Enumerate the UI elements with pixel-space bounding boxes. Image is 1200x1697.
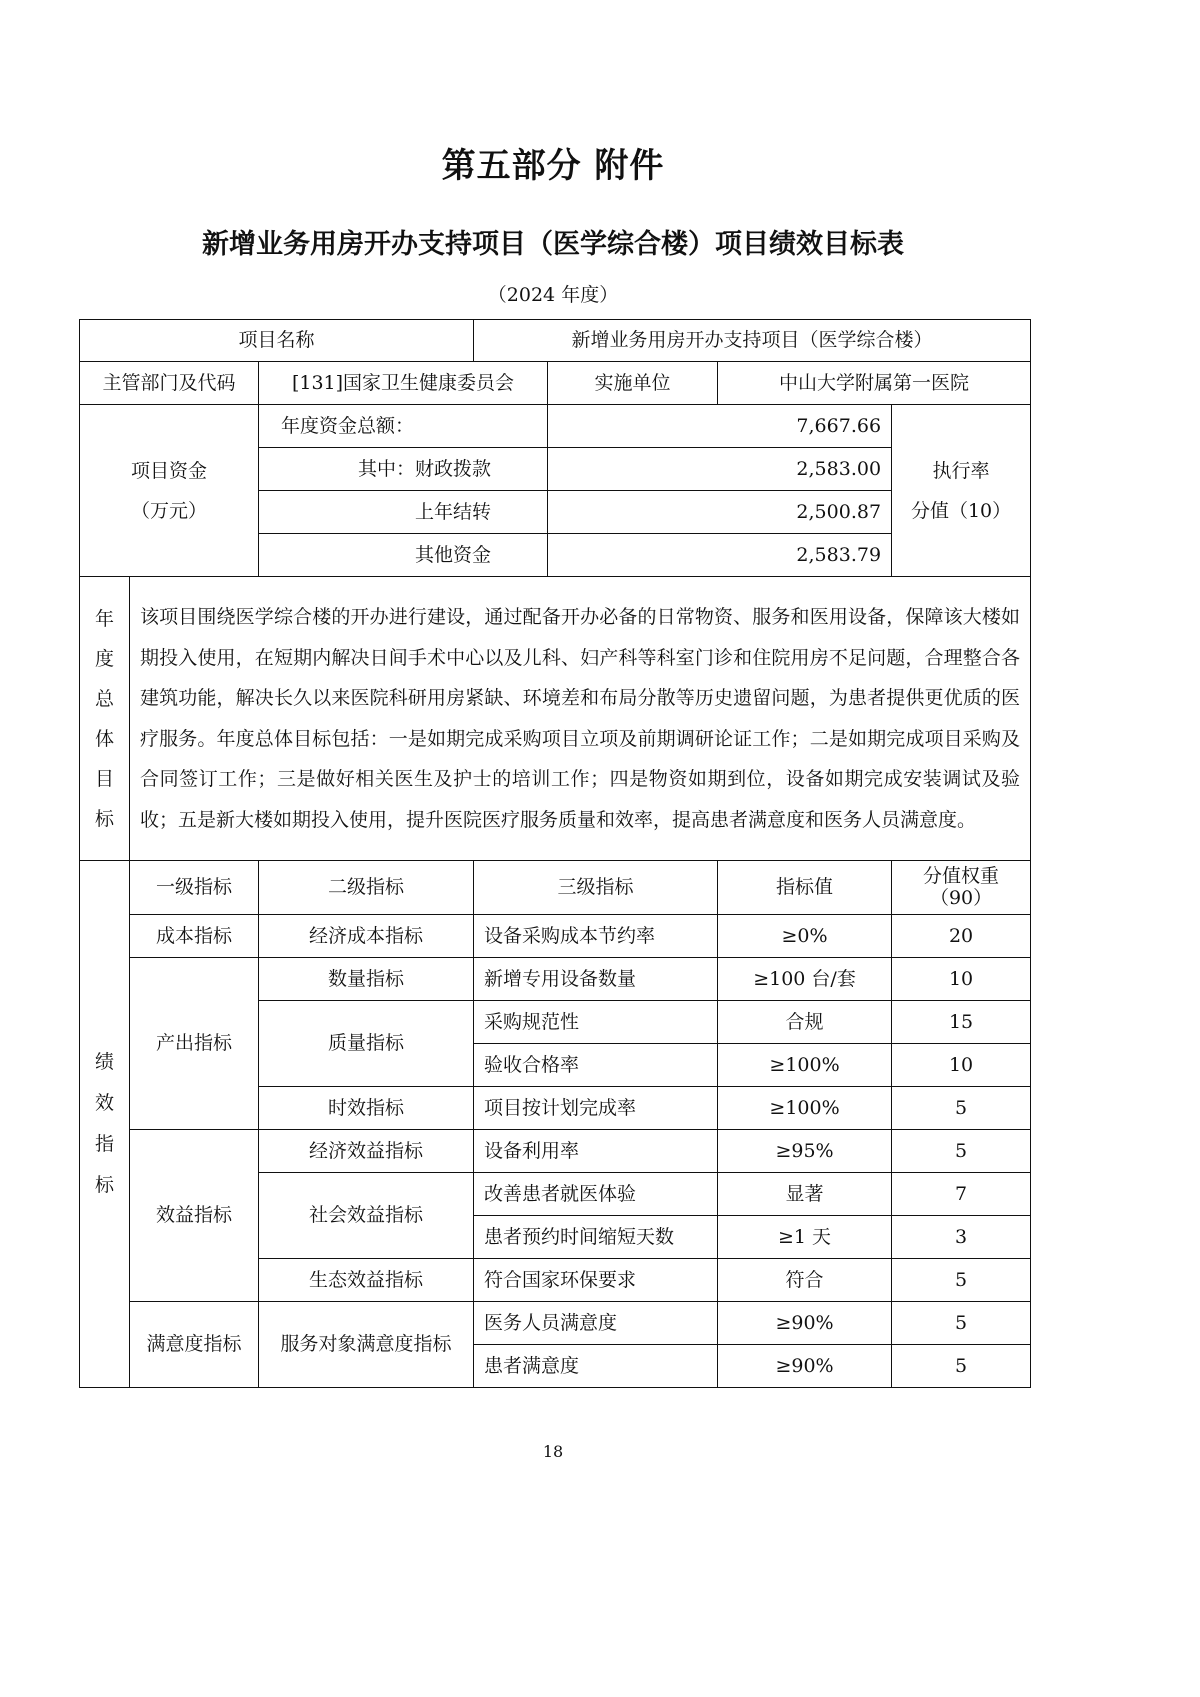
goal-label-text: 年度总体目标 xyxy=(94,607,114,830)
dept-value: [131]国家卫生健康委员会 xyxy=(259,362,548,405)
goal-text: 该项目围绕医学综合楼的开办进行建设，通过配备开办必备的日常物资、服务和医用设备，保障该大楼如期投入使用，在短期内解决日间手术中心以及儿科、妇产科等科室门诊和住院用房不足问题，合理整合各建筑功能，解决长久以来医院科研用房紧缺、环境差和布局分散等历史遗留问题，为患者提供更优质的医疗服务。年度总体目标包括：一是如期完成采购项目立项及前期调研论证工作；二是如期完成项目采购及合同签订工作；三是做好相关医生及护士的培训工作；四是物资如期到位，设备如期完成安装调试及验收；五是新大楼如期投入使用，提升医院医疗服务质量和效率，提高患者满意度和医务人员满意度。 xyxy=(130,577,1031,861)
l1-output: 产出指标 xyxy=(130,958,259,1130)
project-name-value: 新增业务用房开办支持项目（医学综合楼） xyxy=(474,320,1031,362)
l2-economic-benefit: 经济效益指标 xyxy=(259,1130,474,1173)
weight-cell: 3 xyxy=(892,1216,1031,1259)
value-cell: ≥100 台/套 xyxy=(718,958,892,1001)
value-cell: ≥90% xyxy=(718,1345,892,1388)
weight-cell: 15 xyxy=(892,1001,1031,1044)
weight-cell: 5 xyxy=(892,1302,1031,1345)
unit-value: 中山大学附属第一医院 xyxy=(718,362,1031,405)
l3-cell: 医务人员满意度 xyxy=(474,1302,718,1345)
funds-fiscal-label: 其中：财政拨款 xyxy=(259,448,548,491)
funds-total-label: 年度资金总额： xyxy=(259,405,548,448)
funds-label-line2: （万元） xyxy=(130,499,207,522)
l2-economic-cost: 经济成本指标 xyxy=(259,915,474,958)
value-cell: ≥100% xyxy=(718,1087,892,1130)
funds-label-line1: 项目资金 xyxy=(130,459,207,482)
l3-cell: 设备采购成本节约率 xyxy=(474,915,718,958)
exec-rate-cell xyxy=(892,405,1031,577)
l3-cell: 验收合格率 xyxy=(474,1044,718,1087)
l3-cell: 符合国家环保要求 xyxy=(474,1259,718,1302)
value-cell: 符合 xyxy=(718,1259,892,1302)
weight-cell: 5 xyxy=(892,1130,1031,1173)
weight-cell: 5 xyxy=(892,1345,1031,1388)
perf-label-text: 绩效指标 xyxy=(94,1051,114,1196)
page-number: 18 xyxy=(542,1442,564,1461)
value-cell: ≥90% xyxy=(718,1302,892,1345)
l3-cell: 患者预约时间缩短天数 xyxy=(474,1216,718,1259)
unit-label: 实施单位 xyxy=(548,362,718,405)
l3-cell: 项目按计划完成率 xyxy=(474,1087,718,1130)
value-cell: 显著 xyxy=(718,1173,892,1216)
value-cell: ≥1 天 xyxy=(718,1216,892,1259)
exec-rate-line2: 分值（10） xyxy=(910,499,1012,522)
l1-cost: 成本指标 xyxy=(130,915,259,958)
value-cell: ≥0% xyxy=(718,915,892,958)
funds-fiscal-value: 2,583.00 xyxy=(548,448,892,491)
project-name-label: 项目名称 xyxy=(80,320,474,362)
l3-cell: 采购规范性 xyxy=(474,1001,718,1044)
part-title: 第五部分 附件 xyxy=(441,146,665,186)
l3-cell: 设备利用率 xyxy=(474,1130,718,1173)
l3-cell: 新增专用设备数量 xyxy=(474,958,718,1001)
weight-cell: 5 xyxy=(892,1259,1031,1302)
funds-label xyxy=(80,405,259,577)
weight-cell: 20 xyxy=(892,915,1031,958)
goal-label xyxy=(80,577,130,861)
l3-cell: 改善患者就医体验 xyxy=(474,1173,718,1216)
weight-cell: 10 xyxy=(892,1044,1031,1087)
header-weight-line1: 分值权重 xyxy=(923,864,1000,887)
l3-cell: 患者满意度 xyxy=(474,1345,718,1388)
weight-cell: 7 xyxy=(892,1173,1031,1216)
perf-label xyxy=(80,861,130,1388)
header-value: 指标值 xyxy=(718,861,892,915)
l1-satisfaction: 满意度指标 xyxy=(130,1302,259,1388)
l2-service-satisfaction: 服务对象满意度指标 xyxy=(259,1302,474,1388)
l2-eco-benefit: 生态效益指标 xyxy=(259,1259,474,1302)
header-level2: 二级指标 xyxy=(259,861,474,915)
l2-quantity: 数量指标 xyxy=(259,958,474,1001)
weight-cell: 10 xyxy=(892,958,1031,1001)
funds-total-value: 7,667.66 xyxy=(548,405,892,448)
header-weight xyxy=(892,861,1031,915)
value-cell: ≥100% xyxy=(718,1044,892,1087)
l1-benefit: 效益指标 xyxy=(130,1130,259,1302)
l2-social-benefit: 社会效益指标 xyxy=(259,1173,474,1259)
l2-quality: 质量指标 xyxy=(259,1001,474,1087)
header-weight-line2: （90） xyxy=(929,886,993,909)
year-label: （2024 年度） xyxy=(487,284,619,306)
header-level3: 三级指标 xyxy=(474,861,718,915)
exec-rate-line1: 执行率 xyxy=(932,459,990,482)
table-title: 新增业务用房开办支持项目（医学综合楼）项目绩效目标表 xyxy=(202,229,904,260)
funds-other-label: 其他资金 xyxy=(259,534,548,577)
value-cell: ≥95% xyxy=(718,1130,892,1173)
l2-timeliness: 时效指标 xyxy=(259,1087,474,1130)
funds-carry-label: 上年结转 xyxy=(259,491,548,534)
value-cell: 合规 xyxy=(718,1001,892,1044)
weight-cell: 5 xyxy=(892,1087,1031,1130)
header-level1: 一级指标 xyxy=(130,861,259,915)
performance-table xyxy=(79,319,1031,1388)
dept-label: 主管部门及代码 xyxy=(80,362,259,405)
funds-carry-value: 2,500.87 xyxy=(548,491,892,534)
funds-other-value: 2,583.79 xyxy=(548,534,892,577)
